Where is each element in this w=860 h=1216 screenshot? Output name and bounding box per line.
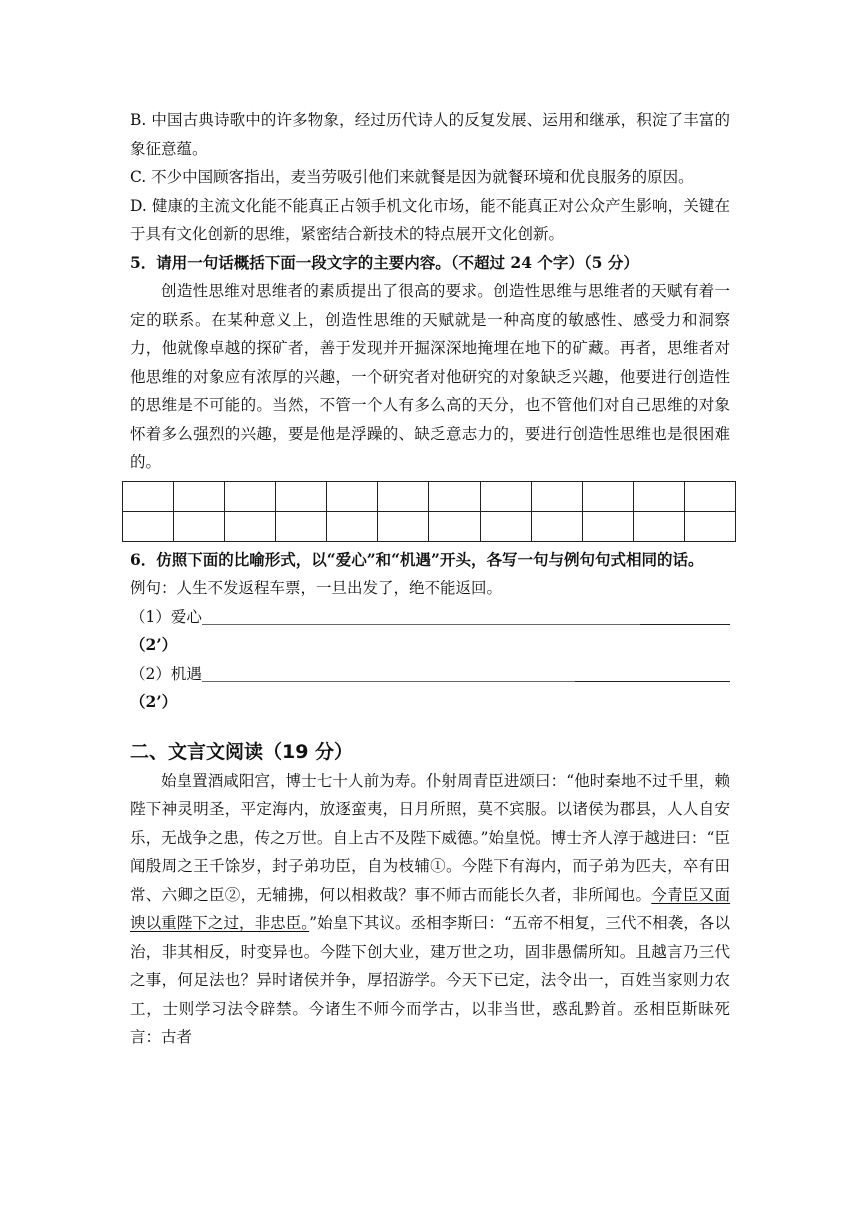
answer-cell[interactable] bbox=[174, 511, 225, 541]
answer-cell[interactable] bbox=[225, 511, 276, 541]
answer-cell[interactable] bbox=[582, 511, 633, 541]
answer-cell[interactable] bbox=[480, 481, 531, 511]
answer-cell[interactable] bbox=[225, 481, 276, 511]
answer-line-1-score: （2’） bbox=[130, 635, 178, 654]
answer-cell[interactable] bbox=[633, 481, 684, 511]
answer-line-1 bbox=[130, 603, 730, 632]
answer-cell[interactable] bbox=[531, 481, 582, 511]
answer-cell[interactable] bbox=[174, 481, 225, 511]
answer-line-2-blank[interactable] bbox=[202, 661, 575, 682]
answer-cell[interactable] bbox=[633, 511, 684, 541]
answer-cell[interactable] bbox=[276, 481, 327, 511]
answer-cell[interactable] bbox=[429, 481, 480, 511]
question-6-example: 例句：人生不发返程车票，一旦出发了，绝不能返回。 bbox=[130, 579, 503, 597]
answer-cell[interactable] bbox=[429, 511, 480, 541]
option-d: D. 健康的主流文化能不能真正占领手机文化市场，能不能真正对公众产生影响，关键在于具有文化创新的思维，紧密结合新技术的特点展开文化创新。 bbox=[130, 196, 730, 243]
answer-line-2-label: （2）机遇 bbox=[130, 664, 202, 683]
question-5-passage: 创造性思维对思维者的素质提出了很高的要求。创造性思维与思维者的天赋有着一定的联系。在某种意义上，创造性思维的天赋就是一种高度的敏感性、感受力和洞察力，他就像卓越的探矿者，善于发现并开掘深深地掩埋在地下的矿藏。再者，思维者对他思维的对象应有浓厚的兴趣，一个研究者对他研究的对象缺乏兴趣，他要进行创造性的思维是不可能的。当然，不管一个人有多么高的天分，也不管他们对自己思维的对象怀着多么强烈的兴趣，要是他是浮躁的、缺乏意志力的，要进行创造性思维也是很困难的。 bbox=[130, 282, 730, 471]
answer-cell[interactable] bbox=[378, 481, 429, 511]
answer-grid-row bbox=[123, 511, 736, 541]
answer-cell[interactable] bbox=[684, 511, 735, 541]
answer-cell[interactable] bbox=[480, 511, 531, 541]
answer-cell[interactable] bbox=[327, 511, 378, 541]
answer-cell[interactable] bbox=[531, 511, 582, 541]
answer-cell[interactable] bbox=[276, 511, 327, 541]
answer-cell[interactable] bbox=[378, 511, 429, 541]
answer-cell[interactable] bbox=[327, 481, 378, 511]
classical-passage-part-1: 始皇置酒咸阳宫，博士七十人前为寿。仆射周青臣进颂曰：“他时秦地不过千里，赖陛下神灵明圣，平定海内，放逐蛮夷，日月所照，莫不宾服。以诸侯为郡县，人人自安乐，无战争之患，传之万世。自上古不及陛下威德。”始皇悦。博士齐人淳于越进曰：“臣闻殷周之王千馀岁，封子弟功臣，自为枝辅①。今陛下有海内，而子弟为匹夫，卒有田常、六卿之臣②，无辅拂，何以相救哉？事不师古而能长久者，非所闻也。 bbox=[130, 771, 730, 904]
answer-cell[interactable] bbox=[684, 481, 735, 511]
classical-passage-part-2: ”始皇下其议。丞相李斯曰：“五帝不相复，三代不相袭，各以治，非其相反，时变异也。今陛下创大业，建万世之功，固非愚儒所知。且越言乃三代之事，何足法也？异时诸侯并争，厚招游学。今天下已定，法令出一，百姓当家则力农工，士则学习法令辟禁。今诸生不师今而学古，以非当世，惑乱黔首。丞相臣斯昧死言：古者 bbox=[130, 914, 730, 1046]
answer-line-2-blank-end[interactable] bbox=[575, 661, 730, 682]
question-5-title: 5．请用一句话概括下面一段文字的主要内容。（不超过 24 个字）（5 分） bbox=[130, 252, 639, 272]
answer-line-1-blank-end[interactable] bbox=[640, 604, 730, 625]
answer-line-2-score: （2’） bbox=[130, 692, 178, 711]
answer-line-1-label: （1）爱心 bbox=[130, 607, 202, 626]
question-6-title: 6．仿照下面的比喻形式，以“爱心”和“机遇”开头，各写一句与例句句式相同的话。 bbox=[130, 549, 704, 569]
option-b: B. 中国古典诗歌中的许多物象，经过历代诗人的反复发展、运用和继承，积淀了丰富的象征意蕴。 bbox=[130, 111, 730, 158]
answer-cell[interactable] bbox=[123, 481, 174, 511]
underlined-sentence: 今青臣又面谀以重陛下之过，非忠臣。 bbox=[130, 885, 730, 932]
answer-line-2 bbox=[130, 660, 730, 689]
classical-passage bbox=[130, 767, 730, 1052]
page-content bbox=[130, 106, 730, 1052]
answer-grid[interactable] bbox=[122, 481, 736, 542]
section-2-title: 二、文言文阅读（19 分） bbox=[130, 740, 354, 763]
answer-cell[interactable] bbox=[123, 511, 174, 541]
answer-grid-row bbox=[123, 481, 736, 511]
answer-cell[interactable] bbox=[582, 481, 633, 511]
option-c: C. 不少中国顾客指出，麦当劳吸引他们来就餐是因为就餐环境和优良服务的原因。 bbox=[130, 168, 694, 186]
answer-line-1-blank[interactable] bbox=[202, 604, 640, 625]
